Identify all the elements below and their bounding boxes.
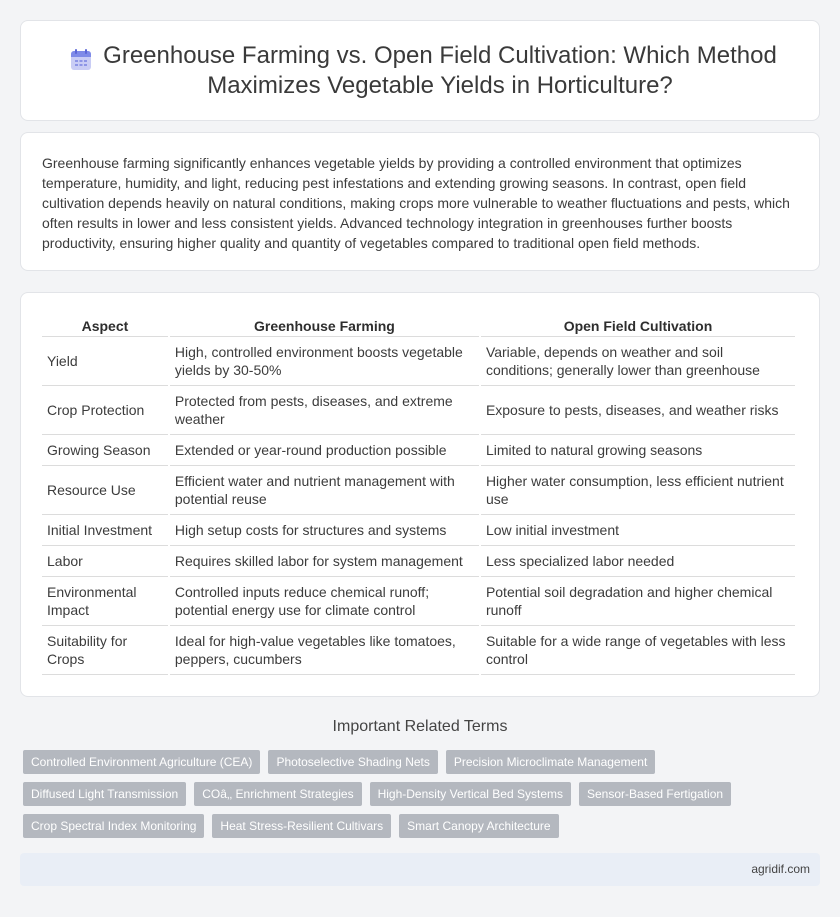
term-tag[interactable]: Precision Microclimate Management bbox=[446, 750, 655, 774]
row-aspect: Resource Use bbox=[42, 466, 168, 515]
table-row bbox=[42, 386, 795, 435]
table-row bbox=[42, 546, 795, 577]
term-tag[interactable]: Smart Canopy Architecture bbox=[399, 814, 558, 838]
row-aspect: Crop Protection bbox=[42, 386, 168, 435]
related-terms-list bbox=[23, 750, 823, 838]
row-greenhouse: High, controlled environment boosts vegetable yields by 30-50% bbox=[170, 337, 479, 386]
comparison-table-card bbox=[20, 292, 820, 697]
row-aspect: Growing Season bbox=[42, 435, 168, 466]
row-open-field: Limited to natural growing seasons bbox=[481, 435, 795, 466]
table-row bbox=[42, 337, 795, 386]
related-terms-title: Important Related Terms bbox=[332, 718, 508, 735]
summary-card bbox=[20, 132, 820, 271]
term-tag[interactable]: COâ‚‚ Enrichment Strategies bbox=[194, 782, 361, 806]
row-aspect: Initial Investment bbox=[42, 515, 168, 546]
row-aspect: Environmental Impact bbox=[42, 577, 168, 626]
row-greenhouse: Controlled inputs reduce chemical runoff; potential energy use for climate control bbox=[170, 577, 479, 626]
table-row bbox=[42, 466, 795, 515]
document-icon bbox=[69, 48, 93, 72]
row-greenhouse: Ideal for high-value vegetables like tomatoes, peppers, cucumbers bbox=[170, 626, 479, 675]
table-row bbox=[42, 435, 795, 466]
row-greenhouse: Extended or year-round production possible bbox=[170, 435, 479, 466]
row-greenhouse: Protected from pests, diseases, and extreme weather bbox=[170, 386, 479, 435]
table-row bbox=[42, 626, 795, 675]
row-open-field: Higher water consumption, less efficient nutrient use bbox=[481, 466, 795, 515]
comparison-table bbox=[40, 314, 797, 675]
row-open-field: Exposure to pests, diseases, and weather risks bbox=[481, 386, 795, 435]
table-row bbox=[42, 515, 795, 546]
row-aspect: Yield bbox=[42, 337, 168, 386]
term-tag[interactable]: Controlled Environment Agriculture (CEA) bbox=[23, 750, 260, 774]
term-tag[interactable]: Crop Spectral Index Monitoring bbox=[23, 814, 204, 838]
row-open-field: Variable, depends on weather and soil conditions; generally lower than greenhouse bbox=[481, 337, 795, 386]
term-tag[interactable]: Sensor-Based Fertigation bbox=[579, 782, 731, 806]
row-aspect: Labor bbox=[42, 546, 168, 577]
title-card bbox=[20, 20, 820, 121]
row-open-field: Potential soil degradation and higher chemical runoff bbox=[481, 577, 795, 626]
row-greenhouse: Efficient water and nutrient management with potential reuse bbox=[170, 466, 479, 515]
table-header-row bbox=[42, 314, 795, 337]
term-tag[interactable]: Diffused Light Transmission bbox=[23, 782, 186, 806]
footer-site-link[interactable]: agridif.com bbox=[751, 862, 810, 876]
row-open-field: Low initial investment bbox=[481, 515, 795, 546]
header-open-field: Open Field Cultivation bbox=[481, 314, 795, 337]
term-tag[interactable]: High-Density Vertical Bed Systems bbox=[370, 782, 571, 806]
row-open-field: Less specialized labor needed bbox=[481, 546, 795, 577]
term-tag[interactable]: Photoselective Shading Nets bbox=[268, 750, 437, 774]
summary-paragraph: Greenhouse farming significantly enhances vegetable yields by providing a controlled environment that optimizes temperature, humidity, and light, reducing pest infestations and extending growing seasons. In contrast, open field cultivation depends heavily on natural conditions, making crops more vulnerable to weather fluctuations and pests, which often results in lower and less consistent yields. Advanced technology integration in greenhouses further boosts productivity, ensuring higher quality and quantity of vegetables compared to traditional open field methods. bbox=[42, 155, 790, 251]
header-aspect: Aspect bbox=[42, 314, 168, 337]
footer bbox=[20, 853, 820, 886]
row-greenhouse: High setup costs for structures and systems bbox=[170, 515, 479, 546]
row-aspect: Suitability for Crops bbox=[42, 626, 168, 675]
header-greenhouse: Greenhouse Farming bbox=[170, 314, 479, 337]
table-row bbox=[42, 577, 795, 626]
row-open-field: Suitable for a wide range of vegetables with less control bbox=[481, 626, 795, 675]
term-tag[interactable]: Heat Stress-Resilient Cultivars bbox=[212, 814, 391, 838]
page-title: Greenhouse Farming vs. Open Field Cultivation: Which Method Maximizes Vegetable Yields in Horticulture? bbox=[103, 41, 777, 99]
row-greenhouse: Requires skilled labor for system management bbox=[170, 546, 479, 577]
